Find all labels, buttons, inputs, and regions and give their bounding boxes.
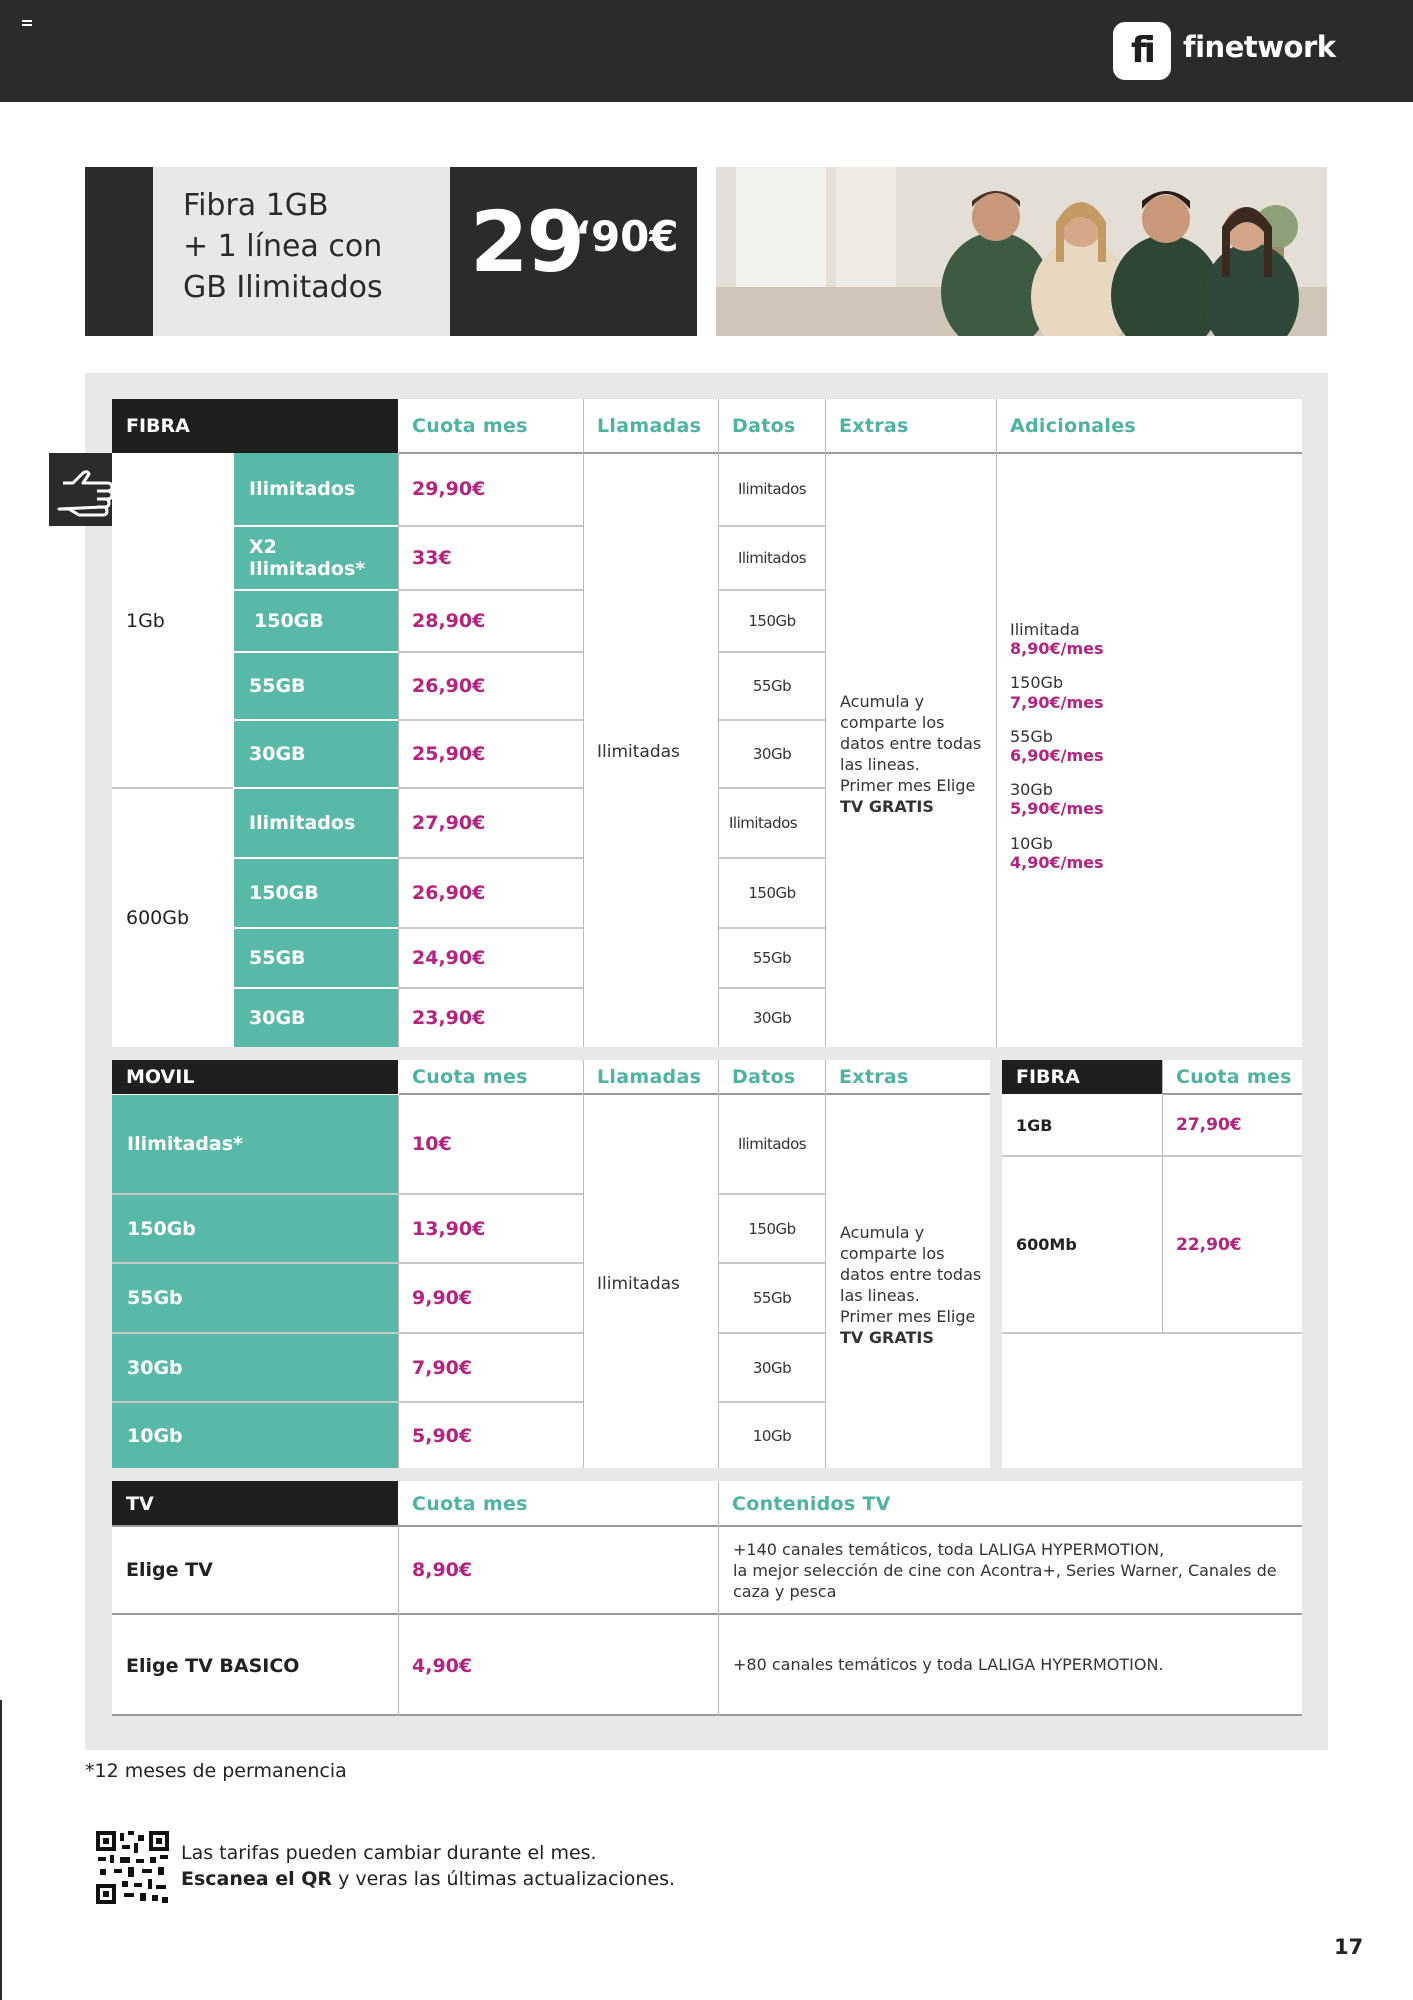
adicional-name: 30Gb — [1010, 780, 1053, 800]
price-cell: 27,90€ — [412, 812, 486, 834]
fibra-only-header: FIBRA — [1002, 1060, 1162, 1094]
plan-cell: 150Gb — [112, 1195, 398, 1262]
group-label-600gb: 600Gb — [126, 907, 190, 929]
divider — [399, 589, 583, 591]
divider — [112, 1193, 583, 1195]
datos-cell: 150Gb — [748, 612, 796, 630]
datos-cell: Ilimitados — [737, 549, 807, 567]
price-cell: 26,90€ — [412, 675, 486, 697]
divider — [583, 1060, 584, 1468]
adicional-price: 4,90€/mes — [1010, 852, 1104, 872]
datos-cell: 150Gb — [748, 1219, 796, 1238]
divider — [825, 1060, 826, 1468]
tv-content-line: +140 canales temáticos, toda LALIGA HYPERMOTION, — [733, 1540, 1165, 1559]
price-cell: 13,90€ — [412, 1217, 486, 1240]
col-extras: Extras — [839, 1066, 909, 1088]
price-cell: 28,90€ — [412, 610, 486, 632]
tv-content-line: la mejor selección de cine con Acontra+, Series Warner, Canales de — [733, 1561, 1277, 1580]
hero-price-main: 29 — [470, 193, 583, 291]
hero-stripe — [85, 167, 153, 336]
divider — [719, 651, 825, 653]
tv-plan-cell: Elige TV BASICO — [126, 1654, 300, 1677]
divider — [399, 787, 583, 789]
price-cell: 9,90€ — [412, 1287, 473, 1309]
adicional-item — [1010, 834, 1290, 872]
plan-cell: 10Gb — [112, 1403, 398, 1468]
divider — [718, 1060, 719, 1468]
finetwork-logo-icon: fi — [1113, 22, 1171, 80]
datos-cell: Ilimitados — [737, 480, 807, 498]
datos-cell: 55Gb — [752, 677, 792, 695]
plan-cell: Ilimitados — [234, 789, 398, 857]
datos-cell: 10Gb — [752, 1426, 792, 1445]
adicional-name: Ilimitada — [1010, 620, 1080, 639]
divider — [719, 1401, 825, 1403]
extras-line: las lineas. — [840, 1286, 920, 1305]
plan-cell: 55GB — [234, 653, 398, 719]
hero-photo — [716, 167, 1327, 336]
col-cuota-mes: Cuota mes — [412, 415, 528, 437]
adicional-price: 7,90€/mes — [1010, 692, 1104, 712]
extras-line: Primer mes Elige — [840, 1307, 976, 1326]
tv-content-cell: +80 canales temáticos y toda LALIGA HYPERMOTION. — [733, 1655, 1164, 1674]
adicional-price: 5,90€/mes — [1010, 799, 1104, 819]
plan-cell: 30Gb — [112, 1334, 398, 1401]
plan-cell: 150GB — [234, 859, 398, 927]
divider — [399, 525, 583, 527]
divider — [718, 1481, 719, 1716]
col-llamadas: Llamadas — [597, 415, 702, 437]
datos-cell: 30Gb — [752, 1009, 792, 1027]
col-cuota-mes: Cuota mes — [1176, 1066, 1292, 1088]
divider — [719, 1262, 825, 1264]
price-cell: 26,90€ — [412, 882, 486, 904]
divider — [399, 651, 583, 653]
divider — [719, 987, 825, 989]
extras-line: comparte los — [840, 1244, 945, 1263]
plan-cell: 55GB — [234, 929, 398, 987]
divider — [398, 1095, 399, 1468]
col-extras: Extras — [839, 415, 909, 437]
divider — [719, 1193, 825, 1195]
divider — [1162, 1060, 1163, 1332]
plan-cell: 600Mb — [1016, 1235, 1077, 1254]
price-cell: 7,90€ — [412, 1356, 473, 1379]
adicional-price: 8,90€/mes — [1010, 639, 1104, 659]
divider — [399, 927, 583, 929]
col-datos: Datos — [732, 415, 796, 437]
col-cuota-mes: Cuota mes — [412, 1066, 528, 1088]
price-cell: 25,90€ — [412, 743, 486, 765]
plan-cell: 1GB — [1016, 1115, 1053, 1135]
col-llamadas: Llamadas — [597, 1066, 702, 1088]
tv-plan-cell: Elige TV — [126, 1559, 213, 1581]
hero-price-decimal: ‘90€ — [575, 212, 679, 261]
adicional-item — [1010, 673, 1290, 711]
extras-line: comparte los — [840, 713, 945, 732]
price-cell: 22,90€ — [1176, 1234, 1242, 1255]
movil-header: MOVIL — [112, 1060, 398, 1094]
hero-title-line: GB Ilimitados — [183, 270, 383, 305]
extras-line: Acumula y — [840, 1223, 925, 1242]
llamadas-cell: Ilimitadas — [597, 1274, 680, 1294]
extras-line: Primer mes Elige — [840, 776, 976, 795]
extras-line: Acumula y — [840, 692, 925, 711]
divider — [719, 589, 825, 591]
divider — [112, 1262, 583, 1264]
hero-title — [183, 185, 443, 308]
divider — [719, 927, 825, 929]
divider — [112, 1401, 583, 1403]
plan-cell: 150GB — [234, 591, 398, 651]
adicional-item — [1010, 727, 1290, 765]
datos-cell: Ilimitados — [729, 814, 798, 832]
qr-note — [181, 1840, 675, 1892]
price-cell: 5,90€ — [412, 1424, 473, 1447]
divider — [112, 1714, 1302, 1716]
brand-name: finetwork — [1183, 30, 1336, 64]
datos-cell: 150Gb — [748, 884, 796, 902]
datos-cell: 55Gb — [752, 949, 792, 967]
extras-cell — [840, 691, 995, 817]
plan-cell: Ilimitadas* — [112, 1095, 398, 1193]
plan-cell: X2 Ilimitados* — [234, 527, 398, 589]
divider — [825, 399, 826, 1047]
page-number: 17 — [1334, 1935, 1364, 1959]
qr-note-line2 — [181, 1866, 675, 1892]
datos-cell: 30Gb — [752, 745, 792, 763]
divider — [583, 399, 584, 1047]
price-cell: 4,90€ — [412, 1654, 473, 1677]
fibra-header: FIBRA — [112, 399, 398, 453]
divider — [719, 525, 825, 527]
divider — [399, 719, 583, 721]
price-cell: 33€ — [412, 547, 452, 569]
extras-line: las lineas. — [840, 755, 920, 774]
adicionales-list — [1010, 620, 1290, 872]
adicional-item — [1010, 780, 1290, 818]
plan-cell: Ilimitados — [234, 453, 398, 525]
divider — [996, 399, 997, 1047]
divider — [398, 453, 399, 1047]
col-cuota-mes: Cuota mes — [412, 1492, 528, 1515]
plan-cell: 55Gb — [112, 1264, 398, 1332]
divider — [719, 719, 825, 721]
adicional-name: 55Gb — [1010, 726, 1053, 746]
qr-note-line1: Las tarifas pueden cambiar durante el mes. — [181, 1842, 597, 1864]
divider — [112, 1332, 583, 1334]
price-cell: 27,90€ — [1176, 1115, 1242, 1135]
llamadas-cell: Ilimitadas — [597, 742, 680, 762]
extras-line: datos entre todas — [840, 1265, 982, 1284]
divider — [718, 399, 719, 1047]
extras-line: datos entre todas — [840, 734, 982, 753]
datos-cell: 55Gb — [752, 1289, 792, 1307]
price-cell: 24,90€ — [412, 947, 486, 969]
col-contenidos-tv: Contenidos TV — [732, 1492, 891, 1515]
divider — [1002, 1332, 1302, 1334]
menu-icon[interactable] — [22, 20, 32, 28]
hero-title-line: + 1 línea con — [183, 229, 383, 264]
qr-note-bold: Escanea el QR — [181, 1868, 333, 1890]
divider — [719, 857, 825, 859]
price-cell: 8,90€ — [412, 1559, 473, 1581]
footnote: *12 meses de permanencia — [85, 1760, 347, 1782]
extras-line: TV GRATIS — [840, 1328, 934, 1347]
qr-note-rest: y veras las últimas actualizaciones. — [332, 1868, 676, 1890]
group-label-1gb: 1Gb — [126, 609, 165, 632]
adicional-item — [1010, 620, 1290, 658]
extras-line: TV GRATIS — [840, 797, 934, 816]
hero-title-line: Fibra 1GB — [183, 188, 329, 223]
tv-header: TV — [112, 1481, 398, 1526]
col-datos: Datos — [732, 1066, 796, 1088]
col-adicionales: Adicionales — [1010, 415, 1137, 437]
datos-cell: Ilimitados — [737, 1135, 807, 1153]
adicional-name: 150Gb — [1010, 673, 1064, 693]
extras-cell — [840, 1222, 990, 1348]
price-cell: 23,90€ — [412, 1007, 486, 1029]
plan-cell: 30GB — [234, 721, 398, 787]
tv-content-cell — [733, 1539, 1298, 1602]
price-cell: 10€ — [412, 1133, 452, 1155]
divider — [399, 987, 583, 989]
adicional-price: 6,90€/mes — [1010, 745, 1104, 765]
plan-cell: 30GB — [234, 989, 398, 1047]
qr-code-icon[interactable] — [94, 1829, 171, 1906]
divider — [399, 857, 583, 859]
divider — [719, 1332, 825, 1334]
page-edge — [0, 1700, 2, 2000]
divider — [719, 787, 825, 789]
tv-content-line: caza y pesca — [733, 1582, 837, 1601]
divider — [398, 1527, 399, 1716]
adicional-name: 10Gb — [1010, 833, 1053, 853]
price-cell: 29,90€ — [412, 478, 486, 500]
datos-cell: 30Gb — [752, 1358, 792, 1377]
